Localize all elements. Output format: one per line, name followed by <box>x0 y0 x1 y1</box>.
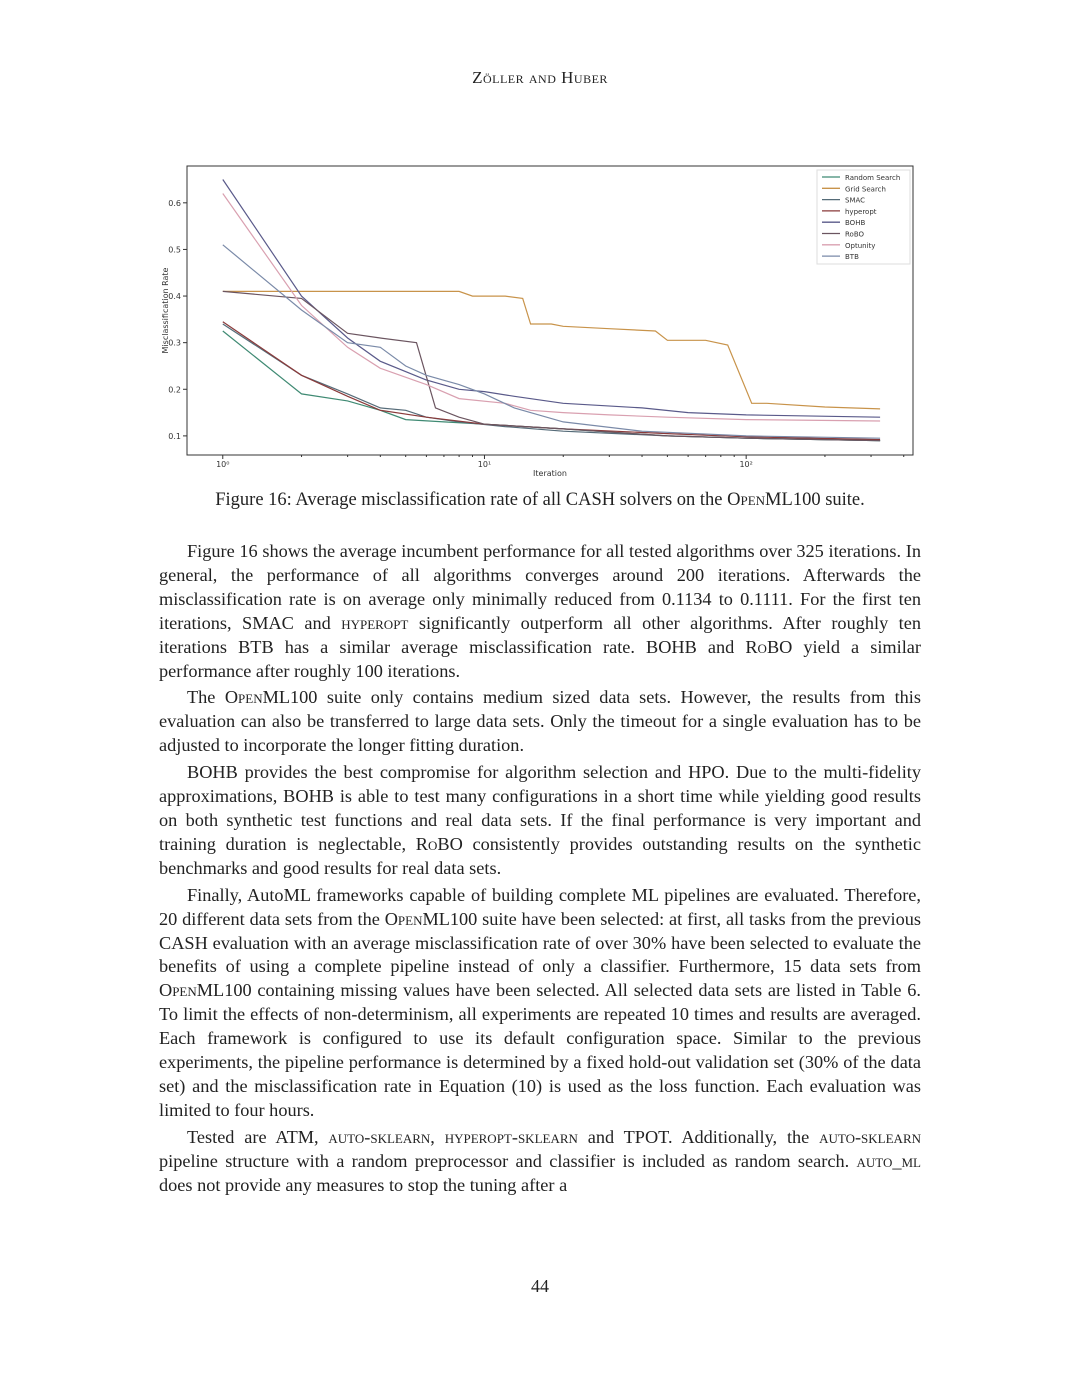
text-run: yield a similar performance after roughly 100 iterations. <box>159 636 921 681</box>
legend-label: BOHB <box>845 219 866 228</box>
small-caps-term: hyperopt-sklearn <box>444 1126 578 1147</box>
legend-label: Random Search <box>845 174 901 182</box>
small-caps-term: RoBO <box>745 636 793 657</box>
small-caps-term: OpenML <box>384 908 450 929</box>
y-tick-label: 0.3 <box>168 338 181 348</box>
text-run: and TPOT. Additionally, the <box>577 1126 820 1147</box>
series-line-random-search <box>223 331 880 441</box>
text-run: The <box>187 687 225 708</box>
figure-caption <box>150 490 930 511</box>
y-axis-label: Misclassification Rate <box>161 267 170 354</box>
caption-openml: OpenML <box>727 490 793 510</box>
legend-label: BTB <box>845 253 859 262</box>
y-tick-label: 0.4 <box>168 292 181 302</box>
legend-label: RoBO <box>845 230 865 239</box>
text-run: , <box>430 1126 445 1147</box>
text-run: 100 suite have been selected: at first, all tasks from the previous CASH evaluation with an average misclassification rate of over 30% have been selected to evaluate the benefits of using a complete pipeline instead of only a classifier. Furthermore, 15 data sets from <box>159 908 921 977</box>
small-caps-term: RoBO <box>415 833 463 854</box>
paragraph <box>159 540 921 683</box>
x-tick-label: 10⁰ <box>216 460 230 469</box>
paragraph <box>159 686 921 758</box>
legend-label: SMAC <box>845 196 866 205</box>
small-caps-term: OpenML <box>159 980 225 1001</box>
paragraph <box>159 1126 921 1198</box>
series-line-hyperopt <box>223 322 880 440</box>
series-line-optunity <box>223 194 880 422</box>
text-run: 100 containing missing values have been selected. All selected data sets are listed in Table 6. To limit the effects of non-determinism, all experiments are repeated 10 times and results are averaged. Each framework is configured to use its default configuration space. Similar to the previous experiments, the pipeline performance is determined by a fixed hold-out validation set (30% of the data set) and the misclassification rate in Equation (10) is used as the loss function. Each evaluation was limited to four hours. <box>159 980 921 1120</box>
text-run: does not provide any measures to stop the tuning after a <box>159 1174 568 1195</box>
body-text <box>159 540 921 1200</box>
small-caps-term: auto_ml <box>856 1150 921 1171</box>
y-tick-label: 0.6 <box>168 198 181 208</box>
text-run: 100 suite only contains medium sized data sets. However, the results from this evaluation can also be transferred to large data sets. Only the timeout for a single evaluation has to be adjusted to incorporate the longer fitting duration. <box>159 687 921 756</box>
legend-label: Optunity <box>845 241 876 250</box>
y-tick-label: 0.2 <box>168 385 181 395</box>
text-run: consistently provides outstanding results on the synthetic benchmarks and good results for real data sets. <box>159 833 921 878</box>
small-caps-term: OpenML <box>224 687 291 708</box>
caption-suffix: 100 suite. <box>792 490 865 510</box>
text-run: significantly outperform all other algorithms. After roughly ten iterations BTB has a similar average misclassification rate. BOHB and <box>159 612 921 657</box>
paragraph <box>159 884 921 1123</box>
series-line-btb <box>223 245 880 438</box>
running-header: Zöller and Huber <box>472 68 608 87</box>
text-run: Figure 16 shows the average incumbent performance for all tested algorithms over 325 iterations. In general, the performance of all algorithms converges around 200 iterations. Afterwards the misclassification rate is on average only minimally reduced from 0.1134 to 0.1111. For the first ten iterations, SMAC and <box>159 541 921 633</box>
small-caps-term: auto-sklearn <box>819 1126 921 1147</box>
legend-label: Grid Search <box>845 185 886 194</box>
text-run: BOHB provides the best compromise for algorithm selection and HPO. Due to the multi-fidelity approximations, BOHB is able to test many configurations in a short time while yielding good results on both synthetic test functions and real data sets. If the final performance is very important and training duration is neglectable, <box>159 762 921 854</box>
x-tick-label: 10² <box>739 460 753 469</box>
y-tick-label: 0.1 <box>168 431 181 441</box>
x-axis-label: Iteration <box>533 469 567 478</box>
small-caps-term: hyperopt <box>341 612 409 633</box>
page-number: 44 <box>531 1276 549 1296</box>
legend-label: hyperopt <box>845 207 877 216</box>
text-run: pipeline structure with a random preprocessor and classifier is included as random search. <box>159 1150 857 1171</box>
misclassification-chart <box>0 0 1080 490</box>
series-line-grid-search <box>223 291 880 409</box>
paragraph <box>159 761 921 881</box>
text-run: Tested are ATM, <box>187 1126 329 1147</box>
small-caps-term: auto-sklearn <box>328 1126 431 1147</box>
text-run: Finally, AutoML frameworks capable of building complete ML pipelines are evaluated. Therefore, 20 different data sets from the <box>159 884 921 929</box>
legend-box <box>817 170 910 264</box>
series-line-bohb <box>223 180 880 418</box>
caption-prefix: Figure 16: Average misclassification rate of all CASH solvers on the <box>215 490 728 510</box>
y-tick-label: 0.5 <box>168 245 181 255</box>
series-line-smac <box>223 324 880 441</box>
x-tick-label: 10¹ <box>477 460 492 469</box>
